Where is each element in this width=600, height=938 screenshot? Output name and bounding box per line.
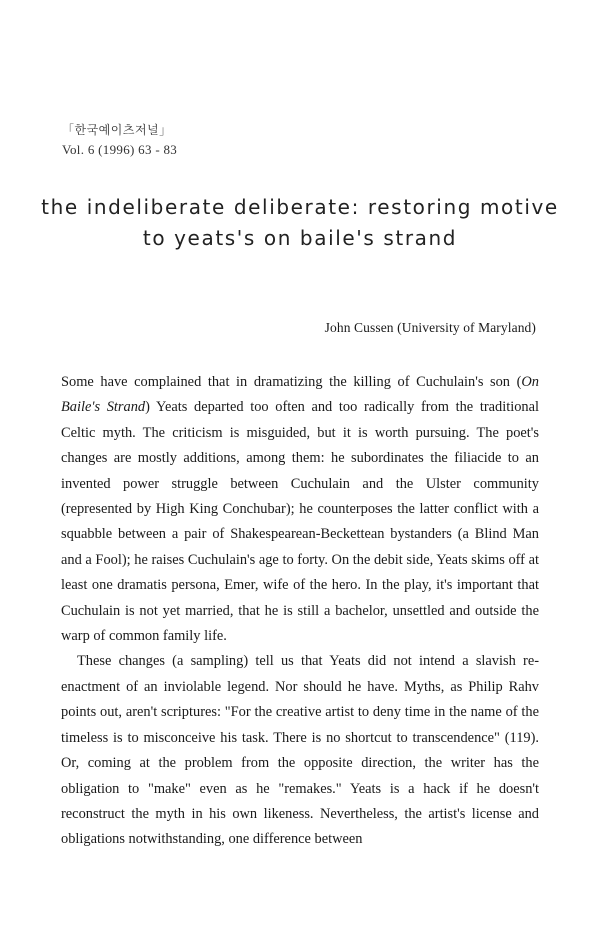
play-title-italic: On Baile's Strand bbox=[61, 374, 539, 416]
paragraph-2: These changes (a sampling) tell us that Yeats did not intend a slavish re-enactment of an inviolable legend. Nor should he have. Myths, as Philip Rahv points out, aren't scriptures: "For the creative artist to deny time in the name of the timeless is to misconceive his task. There is no shortcut to transcendence" (119). Or, coming at the problem from the opposite direction, the writer has the obligation to "make" even as he "remakes." Yeats is a hack if he doesn't reconstruct the myth in his own likeness. Nevertheless, the artist's license and obligations notwithstanding, one difference between bbox=[61, 653, 539, 848]
journal-volume: Vol. 6 (1996) 63 - 83 bbox=[62, 142, 178, 157]
paragraph-1 bbox=[61, 370, 539, 649]
paragraph-1-text-a: Some have complained that in dramatizing the killing of Cuchulain's son ( bbox=[61, 374, 522, 390]
author-line: John Cussen (University of Maryland) bbox=[324, 320, 536, 335]
article-title-line-2: to yeats's on baile's strand bbox=[142, 226, 458, 250]
article-title bbox=[40, 192, 560, 254]
paragraph-1-text-b: ) Yeats departed too often and too radically from the traditional Celtic myth. The criticism is misguided, but it is worth pursuing. The poet's changes are mostly additions, among them: he subordinates the filiacide to an invented power struggle between Cuchulain and the Ulster community (represented by High King Conchubar); he counterposes the latter conflict with a squabble between a pair of Shakespearean-Beckettean bystanders (a Blind Man and a Fool); he raises Cuchulain's age to forty. On the debit side, Yeats skims off at least one dramatis persona, Emer, wife of the hero. In the play, it's important that Cuchulain is not yet married, that he is still a bachelor, unsettled and outside the warp of common family life. bbox=[61, 399, 539, 645]
article-body bbox=[61, 370, 539, 853]
journal-header bbox=[62, 120, 177, 160]
article-title-line-1: the indeliberate deliberate: restoring motive bbox=[41, 195, 559, 219]
journal-name: 「한국예이츠저널」 bbox=[62, 123, 172, 137]
